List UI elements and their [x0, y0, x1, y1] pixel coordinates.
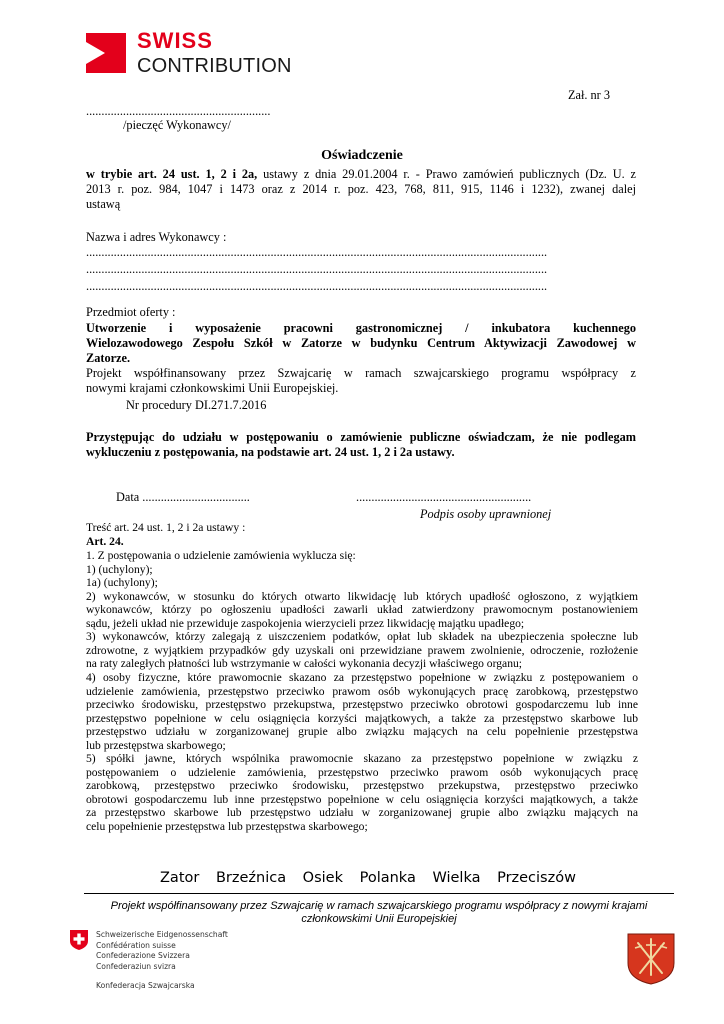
footer-note — [84, 900, 674, 926]
document-title: Oświadczenie — [321, 148, 403, 163]
stamp-label: /pieczęć Wykonawcy/ — [123, 118, 231, 132]
logo-text-swiss: SWISS — [137, 28, 213, 53]
article-line: udzielenie zamówienia, przestępstwo przeciwko prawom osób wykonujących pracę zarobkową, przestępstwo — [86, 684, 638, 698]
offer-subject-line-1: Utworzenie i wyposażenie pracowni gastronomicznej / inkubatora kuchennego — [86, 321, 636, 335]
article-line: 5) spółki jawne, których wspólnika prawomocnie skazano za przestępstwo popełnione w związku z — [86, 752, 638, 766]
article-line: celu popełnienie przestępstwa lub przestępstwa skarbowego; — [86, 820, 368, 833]
article-line: 1. Z postępowania o udzielenie zamówienia wyklucza się: — [86, 549, 356, 562]
article-line: przestępstwo popełnione w celu osiągnięcia korzyści majątkowych, a także za przestępstwo skarbowe lub — [86, 711, 638, 725]
procedure-number: Nr procedury DI.271.7.2016 — [126, 398, 267, 412]
intro-line-3: ustawą — [86, 197, 121, 211]
confederation-de: Schweizerische Eidgenossenschaft — [96, 930, 228, 939]
date-field[interactable]: Data ................................... — [116, 490, 250, 504]
article-line: obrotowi gospodarczemu lub inne przestępstwo popełnione w celu osiągnięcia korzyści majątkowych, a także — [86, 792, 638, 806]
article-line: postępowaniem o udzielenie zamówienia, przestępstwo przeciwko prawom osób wykonujących pracę — [86, 765, 638, 779]
signature-field[interactable]: ......................................................... — [356, 490, 532, 504]
article-line: za przestępstwo skarbowe lub przestępstwo udziału w zorganizowanej grupie albo związku mających na — [86, 806, 638, 820]
contractor-line-1[interactable]: ...................................................................................................................................................... — [86, 245, 548, 259]
article-line: zdrowotne, z wyjątkiem przypadków gdy uzyskali oni przewidziane prawem zwolnienie, odroczenie, rozłożenie — [86, 643, 638, 657]
article-heading: Art. 24. — [86, 535, 124, 548]
confederation-fr: Confédération suisse — [96, 940, 176, 950]
contractor-label: Nazwa i adres Wykonawcy : — [86, 230, 227, 244]
attachment-number: Zał. nr 3 — [568, 88, 611, 102]
article-line: 2) wykonawców, w stosunku do których otwarto likwidację lub których upadłość ogłoszono, z wyjątkiem — [86, 589, 638, 603]
stamp-dots: ............................................................ — [86, 104, 271, 118]
confederation-it: Confederazione Svizzera — [96, 951, 190, 960]
article-line: sądu, jeżeli układ nie przewiduje zaspokojenia wierzycieli przez likwidację majątku upadłego; — [86, 616, 525, 630]
offer-project-line-1: Projekt współfinansowany przez Szwajcarię w ramach szwajcarskiego programu współpracy z — [86, 366, 636, 380]
offer-subject-line-2: Wielozawodowego Zespołu Szkół w Zatorze w budynku Centrum Aktywizacji Zawodowej w — [86, 336, 636, 350]
article-line: 4) osoby fizyczne, które prawomocnie skazano za przestępstwo popełnione w związku z postępowaniem o — [86, 670, 638, 684]
declaration-line-1: Przystępując do udziału w postępowaniu o zamówienie publiczne oświadczam, że nie podlegam — [86, 430, 636, 444]
article-line: 1) (uchylony); — [86, 562, 153, 576]
footer-divider — [84, 893, 674, 894]
offer-project-line-2: nowymi krajami członkowskimi Unii Europejskiej. — [86, 381, 339, 395]
intro-line-1 — [86, 167, 636, 182]
article-line: zarobkową, przestępstwo przeciwko środowisku, przestępstwo przekupstwa, przestępstwo przeciwko — [86, 779, 638, 793]
article-line: 3) wykonawców, którzy zalegają z uiszczeniem podatków, opłat lub składek na ubezpieczenia społeczne lub — [86, 630, 638, 644]
contractor-line-2[interactable]: ...................................................................................................................................................... — [86, 262, 548, 276]
confederation-names — [96, 930, 228, 972]
intro-text-1: ustawy z dnia 29.01.2004 r. - Prawo zamówień publicznych (Dz. U. z — [257, 167, 636, 181]
footer-note-line-2: członkowskimi Unii Europejskiej — [301, 913, 457, 925]
intro-line-2: 2013 r. poz. 984, 1047 i 1473 oraz z 2014 r. poz. 423, 768, 811, 915, 1146 i 1232), zwanej dalej — [86, 182, 636, 196]
offer-label: Przedmiot oferty : — [86, 305, 176, 319]
article-line: 1a) (uchylony); — [86, 576, 158, 590]
article-line: wykonawców, którzy po ogłoszeniu upadłości zawarli układ zatwierdzony prawomocnym postanowieniem — [86, 603, 638, 617]
article-line: na raty zaległych płatności lub wstrzymanie w całości wykonania decyzji właściwego organu; — [86, 657, 523, 671]
article-line: przestępstwo udziału w zorganizowanej grupie albo związku mających na celu popełnienie przestępstwa — [86, 725, 638, 739]
offer-subject-line-3: Zatorze. — [86, 351, 131, 365]
intro-bold: w trybie art. 24 ust. 1, 2 i 2a, — [86, 167, 258, 181]
logo-text-contribution: CONTRIBUTION — [137, 55, 292, 77]
footer-cities: Zator Brzeźnica Osiek Polanka Wielka Przeciszów — [160, 870, 576, 886]
footer-note-line-1: Projekt współfinansowany przez Szwajcarię w ramach szwajcarskiego programu współpracy z nowymi krajami — [110, 900, 648, 912]
declaration-line-2: wykluczeniu z postępowania, na podstawie art. 24 ust. 1, 2 i 2a ustawy. — [86, 445, 455, 459]
confederation-pl: Konfederacja Szwajcarska — [96, 981, 195, 990]
signature-label: Podpis osoby uprawnionej — [420, 507, 552, 521]
article-line: lub przestępstwa skarbowego; — [86, 738, 226, 752]
swiss-contribution-logo-mark — [86, 33, 126, 73]
confederation-rm: Confederaziun svizra — [96, 961, 176, 971]
article-intro: Treść art. 24 ust. 1, 2 i 2a ustawy : — [86, 521, 246, 534]
swiss-cross-icon — [70, 930, 88, 950]
coat-of-arms-icon — [627, 933, 675, 985]
article-line: przeciwko środowisku, przestępstwo przekupstwa, przestępstwo przeciwko obrotowi gospodarczemu lub inne — [86, 698, 638, 712]
contractor-line-3[interactable]: ...................................................................................................................................................... — [86, 279, 548, 293]
